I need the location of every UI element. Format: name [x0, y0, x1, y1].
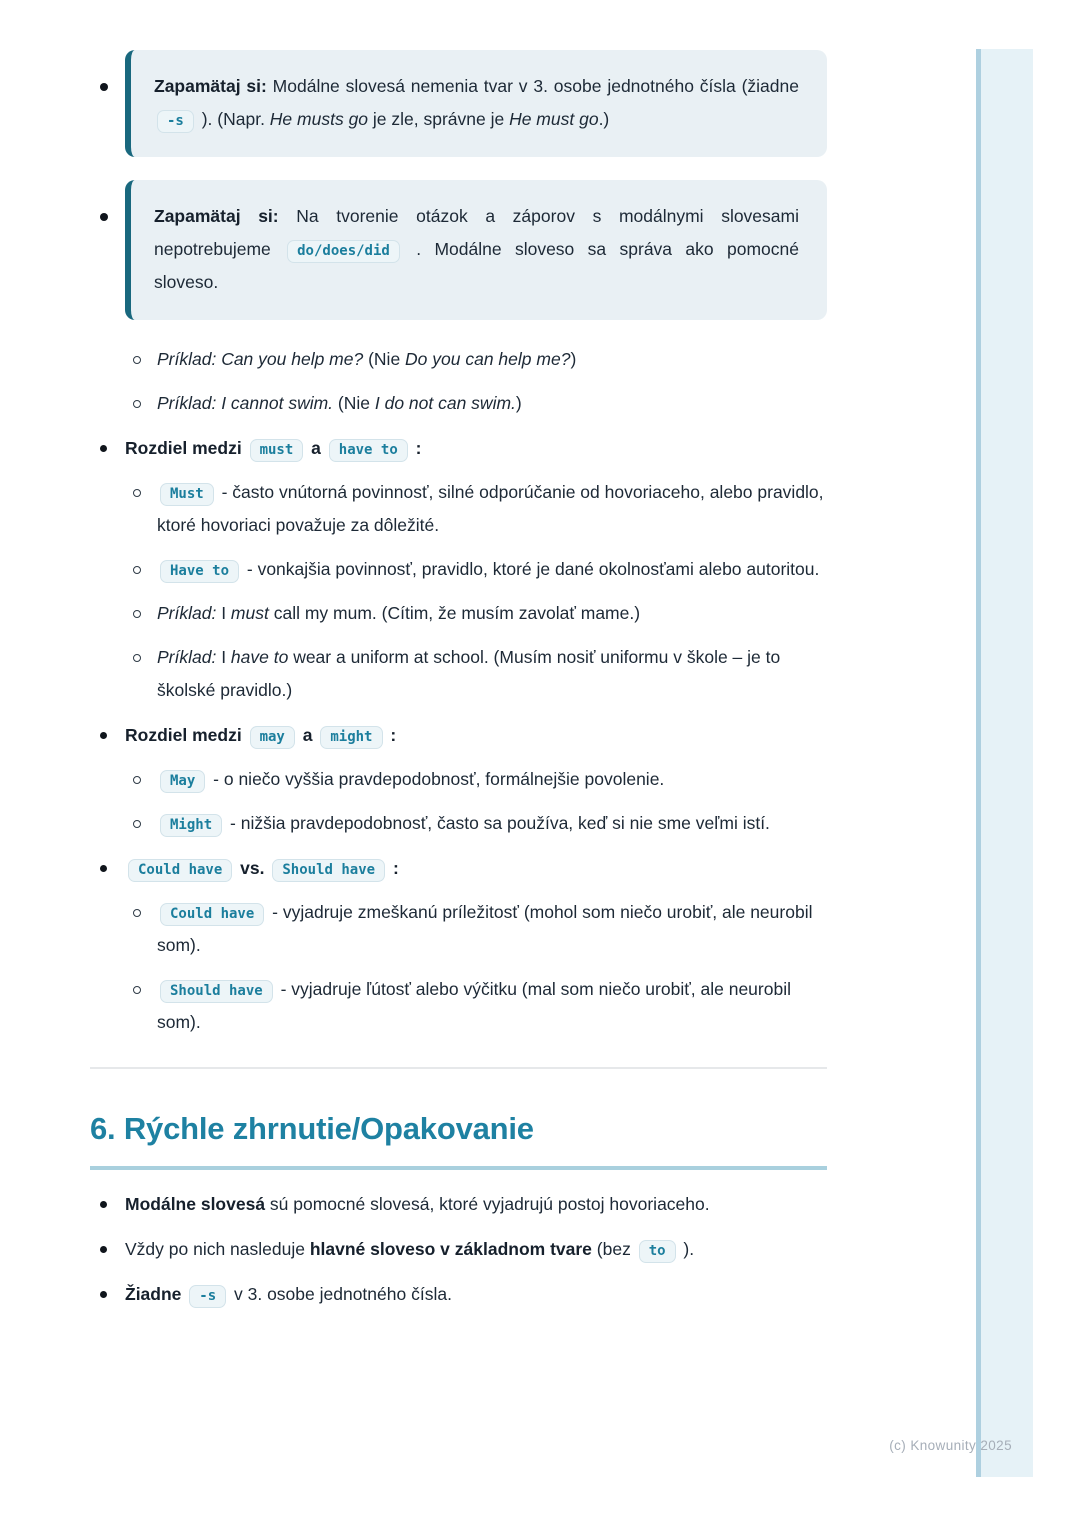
list-item-might-definition — [90, 807, 827, 840]
bullet-circle-icon — [133, 909, 141, 917]
bullet-circle-icon — [133, 356, 141, 364]
list-item-text: Príklad: I must call my mum. (Cítim, že musím zavolať mame.) — [157, 603, 641, 623]
list-item-text: Rozdiel medzi may a might : — [125, 725, 396, 745]
list-item-text: Could have - vyjadruje zmeškanú príležitosť (mohol som niečo urobiť, ale neurobil som). — [157, 902, 813, 955]
document-content — [90, 50, 827, 1322]
summary-item-no-s — [90, 1278, 827, 1311]
summary-list — [90, 1188, 827, 1311]
list-item-example-can-you-help — [90, 343, 827, 376]
bullet-circle-icon — [133, 610, 141, 618]
list-item-text: Modálne slovesá sú pomocné slovesá, ktoré vyjadrujú postoj hovoriaceho. — [125, 1194, 710, 1214]
list-item-may-definition — [90, 763, 827, 796]
bullet-circle-icon — [133, 986, 141, 994]
callout-row-1 — [90, 50, 827, 157]
bullet-disc-icon — [100, 1201, 107, 1208]
list-item-text: Might - nižšia pravdepodobnosť, často sa používa, keď si nie sme veľmi istí. — [157, 813, 770, 833]
list-item-difference-must-have-to — [90, 432, 827, 465]
callout-text: Zapamätaj si: Modálne slovesá nemenia tvar v 3. osobe jednotného čísla (žiadne -s ). (Napr. He musts go je zle, správne je He must go.) — [154, 70, 799, 136]
callout-remember-no-s — [125, 50, 827, 157]
section-heading: 6. Rýchle zhrnutie/Opakovanie — [90, 1111, 827, 1170]
list-item-text: Should have - vyjadruje ľútosť alebo výčitku (mal som niečo urobiť, ale neurobil som). — [157, 979, 791, 1032]
list-item-text: Žiadne -s v 3. osobe jednotného čísla. — [125, 1284, 452, 1304]
list-item-text: Príklad: I have to wear a uniform at school. (Musím nosiť uniformu v škole – je to školské pravidlo.) — [157, 647, 781, 700]
bullet-circle-icon — [133, 654, 141, 662]
list-item-example-have-to-wear — [90, 641, 827, 707]
list-item-could-have-definition — [90, 896, 827, 962]
list-item-difference-may-might — [90, 719, 827, 752]
bullet-disc-icon — [100, 1246, 107, 1253]
list-item-example-cannot-swim — [90, 387, 827, 420]
modal-verbs-list — [90, 343, 827, 1039]
bullet-disc-icon — [100, 865, 107, 872]
bullet-circle-icon — [133, 776, 141, 784]
callout-remember-no-do-does-did — [125, 180, 827, 320]
bullet-disc-icon — [100, 1291, 107, 1298]
list-item-should-have-definition — [90, 973, 827, 1039]
section-divider — [90, 1067, 827, 1069]
summary-item-modal-verbs — [90, 1188, 827, 1221]
callout-text: Zapamätaj si: Na tvorenie otázok a záporov s modálnymi slovesami nepotrebujeme do/does/did . Modálne sloveso sa správa ako pomocné sloveso. — [154, 206, 799, 292]
list-item-text: Must - často vnútorná povinnosť, silné odporúčanie od hovoriaceho, alebo pravidlo, ktoré hovoriaci považuje za dôležité. — [157, 482, 824, 535]
list-item-could-vs-should — [90, 852, 827, 885]
summary-item-base-form — [90, 1233, 827, 1266]
watermark-copyright: (c) Knowunity 2025 — [889, 1438, 1012, 1453]
bullet-disc-icon — [100, 445, 107, 452]
list-item-text: Vždy po nich nasleduje hlavné sloveso v základnom tvare (bez to ). — [125, 1239, 694, 1259]
list-item-text: Have to - vonkajšia povinnosť, pravidlo, ktoré je dané okolnosťami alebo autoritou. — [157, 559, 819, 579]
list-item-text: Príklad: I cannot swim. (Nie I do not can swim.) — [157, 393, 522, 413]
list-item-example-must-call — [90, 597, 827, 630]
bullet-disc-icon — [100, 732, 107, 739]
bullet-circle-icon — [133, 820, 141, 828]
bullet-circle-icon — [133, 400, 141, 408]
list-item-text: Rozdiel medzi must a have to : — [125, 438, 421, 458]
callout-row-2 — [90, 180, 827, 320]
bullet-disc-icon — [100, 213, 108, 221]
bullet-disc-icon — [100, 83, 108, 91]
list-item-text: Príklad: Can you help me? (Nie Do you can help me?) — [157, 349, 577, 369]
bullet-circle-icon — [133, 566, 141, 574]
page-edge-highlight-bar — [976, 49, 1033, 1477]
bullet-circle-icon — [133, 489, 141, 497]
list-item-must-definition — [90, 476, 827, 542]
list-item-text: Could have vs. Should have : — [125, 858, 399, 878]
list-item-text: May - o niečo vyššia pravdepodobnosť, formálnejšie povolenie. — [157, 769, 664, 789]
list-item-have-to-definition — [90, 553, 827, 586]
